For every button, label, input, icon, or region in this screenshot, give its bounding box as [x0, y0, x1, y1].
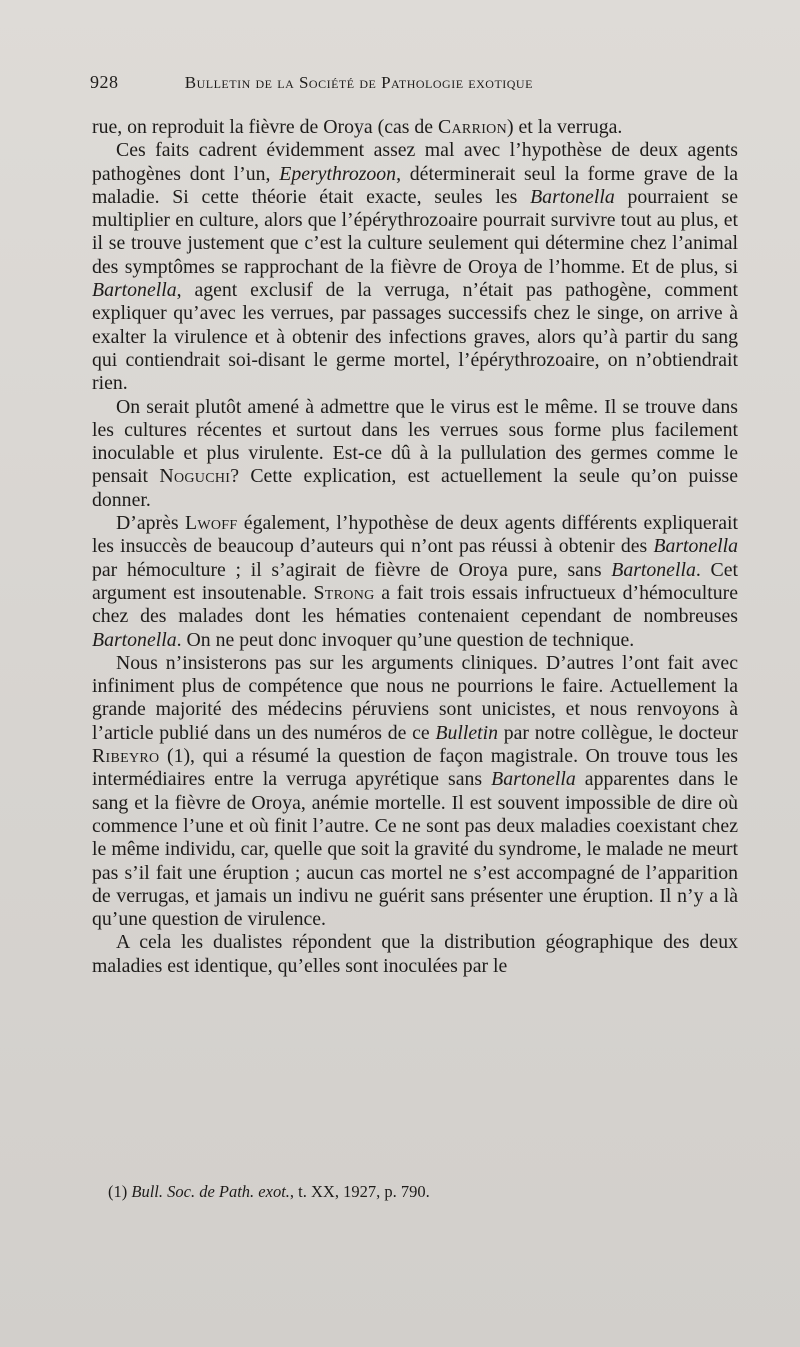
text-run: rue, on reproduit la fièvre de Oroya (cas de — [92, 116, 439, 138]
italic-text: Bartonella — [653, 535, 738, 558]
text-run: . Cet argument est insoutenable. — [92, 558, 738, 604]
footnote-marker: (1) — [108, 1182, 128, 1201]
text-run: a fait trois essais infructueux d’hémoculture chez des malades dont les hématies contenaient cependant de nombreuses — [92, 581, 739, 628]
text-run: ? Cette explication, est actuellement la seule qu’on puisse donner. — [92, 465, 738, 511]
text-run: également, l’hypothèse de deux agents différents expliquerait les insuccès de beaucoup d’auteurs qui n’ont pas réussi à obtenir des — [92, 512, 738, 558]
footnote-text — [131, 1182, 429, 1201]
text-run: Nous n’insisterons pas sur les arguments cliniques. D’autres l’ont fait avec infiniment plus de compétence que nous ne pourrions le faire. Actuellement la grande majorité des médecins péruviens sont unicistes, et nous renvoyons à l’article publié dans un des numéros de ce — [92, 651, 738, 744]
author-name: Lwoff — [184, 512, 238, 535]
page-number: 928 — [90, 72, 119, 92]
footnote — [108, 1182, 728, 1202]
text-run: . On ne peut donc invoquer qu’une question de technique. — [176, 628, 635, 651]
author-name: Ribeyro — [92, 745, 160, 768]
italic-text: Bartonella — [611, 558, 696, 581]
body-text — [92, 116, 738, 978]
text-run: On serait plutôt amené à admettre que le virus est le même. Il se trouve dans les cultures récentes et surtout dans les verrues sous forme plus facilement inoculable et plus virulente. Est-ce dû à la pullulation des germes comme le pensait — [92, 395, 738, 488]
text-run: pourraient se multiplier en culture, alors que l’épérythrozoaire pourrait survivre tout au plus, et il se trouve justement que c’est la culture seulement qui détermine chez l’animal des symptômes se rapprochant de la fièvre de Oroya de l’homme. Et de plus, si — [92, 185, 738, 278]
text-run: A cela les dualistes répondent que la distribution géographique des deux maladies est identique, qu’elles sont inoculées par le — [92, 931, 738, 977]
italic-text: Bartonella — [92, 628, 177, 651]
paragraph — [92, 931, 738, 978]
italic-text: Eperythrozoon — [279, 162, 397, 185]
paragraph — [92, 139, 738, 395]
text-run: , t. XX, 1927, p. 790. — [289, 1182, 430, 1201]
author-name: Noguchi — [159, 465, 231, 488]
text-run: par notre collègue, le docteur — [498, 721, 738, 744]
text-run: apparentes dans le sang et la fièvre de Oroya, anémie mortelle. Il est souvent impossible de dire où commence l’une et où finit l’autre. Ce ne sont pas deux maladies coexistant chez le même individu, car, quelle que soit la gravité du syndrome, le malade ne meurt pas s’il fait une éruption ; aucun cas mortel ne s’est accompagné de l’apparition de verrugas, et jamais un indivu ne guérit sans présenter une éruption. Il n’y a là qu’une question de virulence. — [92, 768, 738, 931]
text-run: (1), qui a résumé la question de façon magistrale. On trouve tous les intermédiaires entre la verruga apyrétique sans — [92, 745, 738, 791]
text-run: ) et la verruga. — [507, 116, 623, 138]
italic-text: Bartonella — [92, 279, 177, 302]
running-title: Bulletin de la Société de Pathologie exotique — [184, 73, 533, 92]
italic-text: Bulletin — [435, 721, 499, 744]
text-run: , déterminerait seul la forme grave de la maladie. Si cette théorie était exacte, seules les — [92, 162, 738, 208]
italic-text: Bartonella — [491, 768, 576, 791]
paragraph — [92, 396, 738, 512]
author-name: Strong — [313, 581, 375, 604]
italic-text: Bartonella — [530, 185, 615, 208]
text-run: par hémoculture ; il s’agirait de fièvre de Oroya pure, sans — [92, 558, 612, 581]
paragraph — [92, 116, 738, 139]
paragraph — [92, 512, 738, 652]
text-run: D’après — [116, 512, 185, 535]
text-run: Ces faits cadrent évidemment assez mal avec l’hypothèse de deux agents pathogènes dont l’un, — [92, 139, 738, 185]
italic-text: Bull. Soc. de Path. exot. — [131, 1182, 290, 1201]
paragraph — [92, 652, 738, 932]
author-name: Carrion — [438, 116, 507, 138]
text-run: , agent exclusif de la verruga, n’était pas pathogène, comment expliquer qu’avec les verrues, par passages successifs chez le singe, on arrive à exalter la virulence et à obtenir des infections graves, alors qu’à partir du sang qui contiendrait soi-disant le germe mortel, l’épérythrozoaire, on n’obtiendrait rien. — [92, 279, 738, 395]
running-header — [90, 72, 730, 93]
